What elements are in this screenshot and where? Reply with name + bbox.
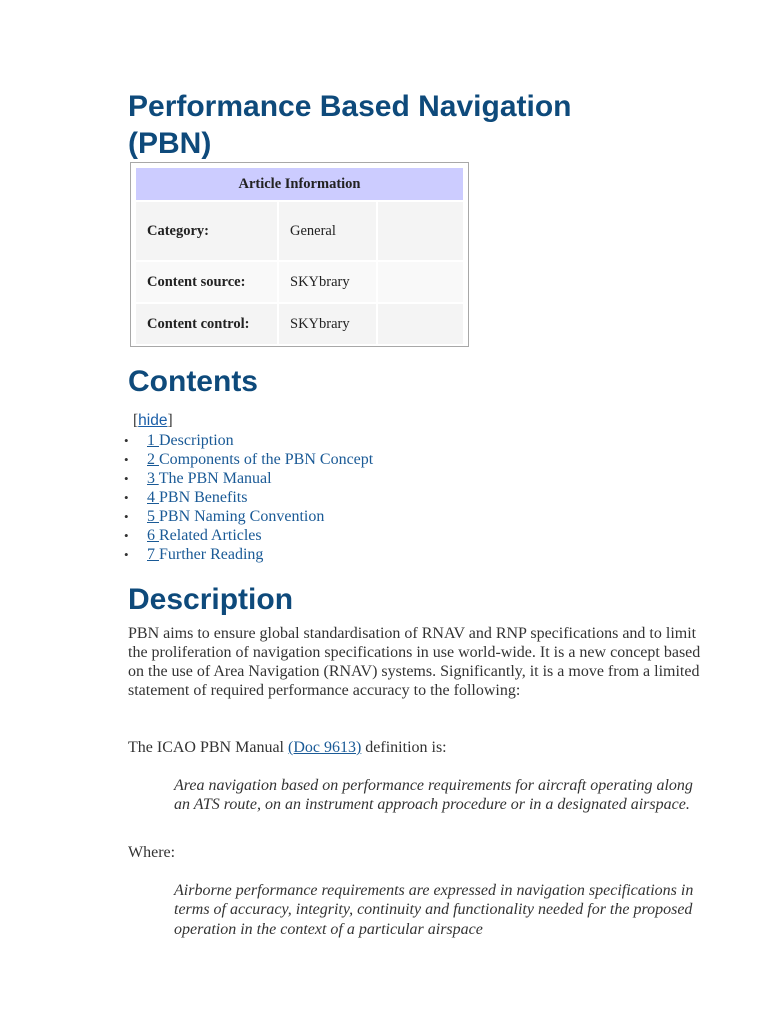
toc-item-number: 6 (147, 527, 159, 544)
infobox-header-row (136, 168, 463, 200)
infobox-empty-cell (378, 202, 463, 260)
toc-item-label: PBN Naming Convention (159, 508, 325, 525)
infobox-empty-cell (378, 304, 463, 344)
table-of-contents (128, 431, 373, 564)
icao-intro-tail: definition is: (361, 739, 447, 756)
toc-item-number: 5 (147, 508, 159, 525)
toc-hide-link[interactable]: hide (138, 412, 168, 429)
toc-item-number: 4 (147, 489, 159, 506)
toc-item-number: 7 (147, 546, 159, 563)
infobox-empty-cell (378, 262, 463, 302)
page-title (128, 88, 708, 162)
toc-item-number: 2 (147, 451, 159, 468)
toc-item-label: Related Articles (159, 527, 262, 544)
description-heading: Description (128, 583, 294, 616)
article-information-table (134, 166, 465, 346)
toc-item-label: The PBN Manual (158, 470, 272, 487)
toc-item-components[interactable] (128, 450, 373, 469)
pbn-definition-quote: Area navigation based on performance requirements for aircraft operating along an ATS route, on an instrument approach procedure or in a designated airspace. (174, 777, 693, 814)
toc-item-naming-convention[interactable] (128, 507, 373, 526)
infobox-value: SKYbrary (279, 262, 376, 302)
page-title-line1: Performance Based Navigation (128, 90, 572, 123)
toc-item-number: 3 (147, 470, 159, 487)
infobox-row (136, 262, 463, 302)
infobox-label: Content control: (136, 304, 277, 344)
infobox-row (136, 202, 463, 260)
performance-requirements-quote: Airborne performance requirements are expressed in navigation specifications in terms of accuracy, integrity, continuity and functionality needed for the proposed operation in the context of a particular airspace (174, 882, 694, 938)
toc-item-pbn-benefits[interactable] (128, 488, 373, 507)
infobox-value: General (279, 202, 376, 260)
icao-definition-intro (128, 738, 703, 757)
toc-item-label: Description (159, 432, 234, 449)
description-paragraph: PBN aims to ensure global standardisation of RNAV and RNP specifications and to limit the proliferation of navigation specifications in use world-wide. It is a new concept based on the use of Area Navigation (RNAV) systems. Significantly, it is a move from a limited statement of required performance accuracy to the following: (128, 625, 701, 699)
infobox-header: Article Information (136, 168, 463, 200)
page-title-line2: (PBN) (128, 127, 212, 160)
toc-item-related-articles[interactable] (128, 526, 373, 545)
article (128, 88, 708, 938)
toc-item-number: 1 (147, 432, 159, 449)
toc-item-label: Components of the PBN Concept (159, 451, 374, 468)
where-label: Where: (128, 844, 176, 861)
infobox-label: Content source: (136, 262, 277, 302)
infobox-value: SKYbrary (279, 304, 376, 344)
contents-heading: Contents (128, 365, 258, 398)
icao-intro-text: The ICAO PBN Manual (128, 739, 288, 756)
infobox-row (136, 304, 463, 344)
toc-item-further-reading[interactable] (128, 545, 373, 564)
article-information-box (130, 162, 469, 347)
toc-toggle (133, 412, 173, 430)
toc-toggle-open-bracket: [ (133, 412, 139, 429)
toc-item-label: PBN Benefits (159, 489, 248, 506)
doc-9613-link[interactable]: (Doc 9613) (287, 739, 362, 756)
infobox-label: Category: (136, 202, 277, 260)
toc-toggle-close-bracket: ] (167, 412, 173, 429)
toc-item-description[interactable] (128, 431, 373, 450)
toc-item-label: Further Reading (159, 546, 264, 563)
toc-item-pbn-manual[interactable] (128, 469, 373, 488)
